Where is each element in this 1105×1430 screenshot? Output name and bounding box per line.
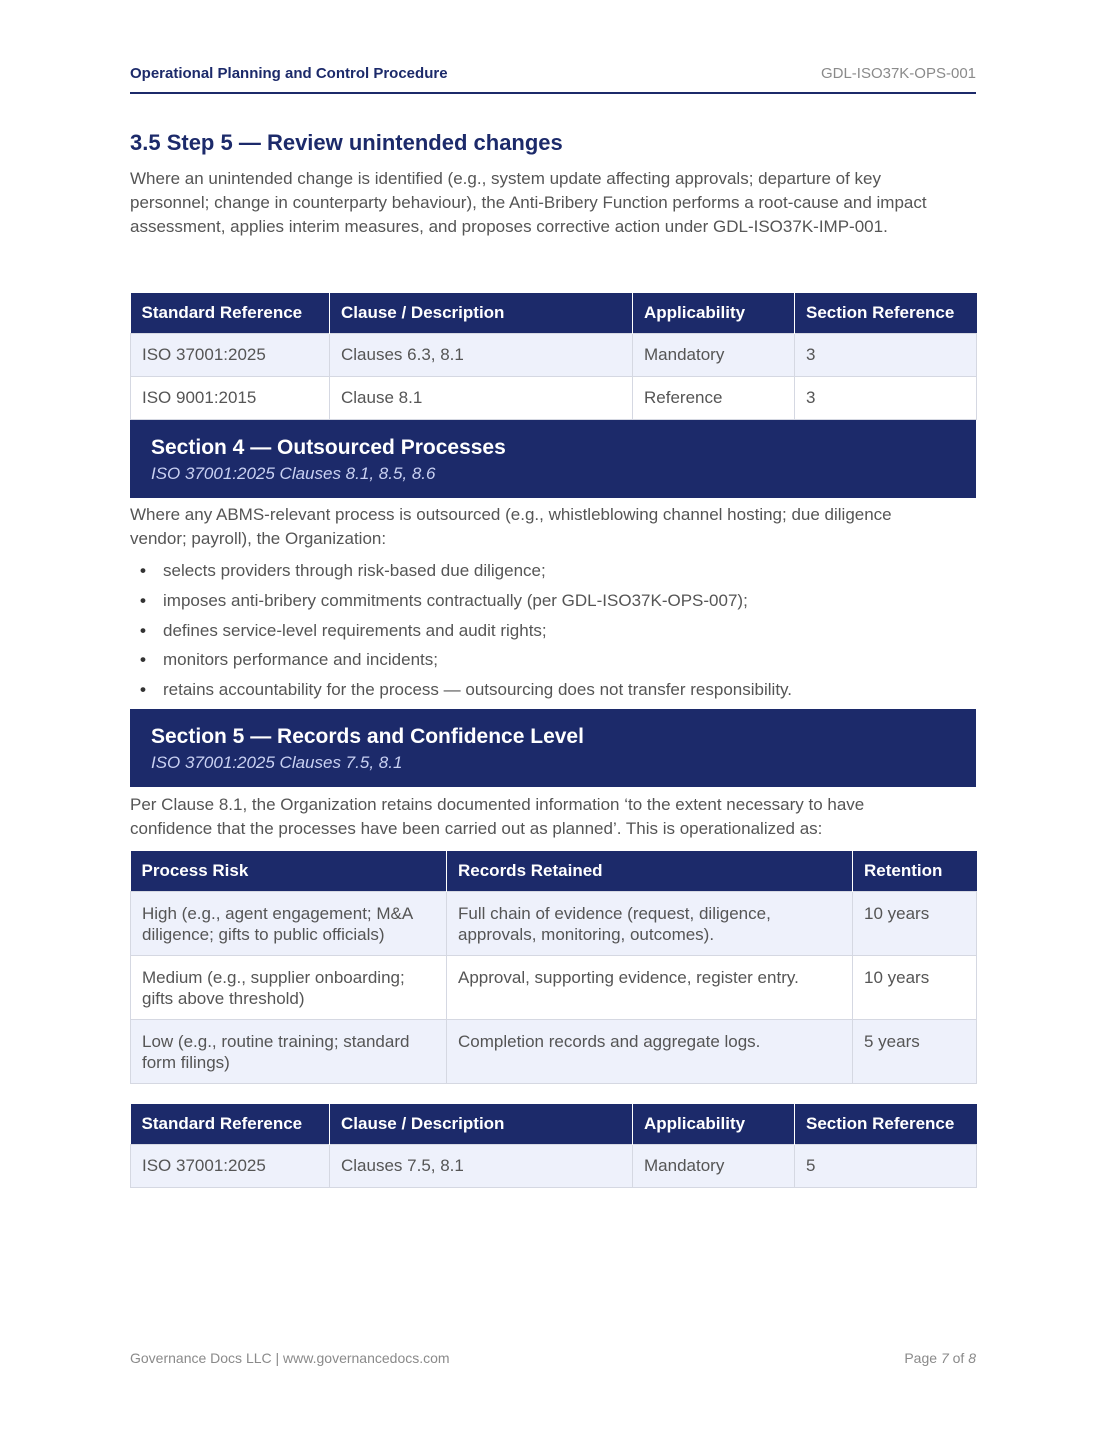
footer-page-number	[904, 1350, 976, 1366]
table-cell: Full chain of evidence (request, diligence, approvals, monitoring, outcomes).	[447, 892, 853, 956]
section5-intro: Per Clause 8.1, the Organization retains documented information ‘to the extent necessary to have confidence that the processes have been carried out as planned’. This is operationalized as:	[130, 795, 865, 838]
section5-banner	[130, 709, 976, 787]
list-item-text: defines service-level requirements and audit rights;	[163, 620, 547, 640]
section4-title: Section 4 — Outsourced Processes	[151, 436, 506, 459]
table-row	[131, 377, 977, 420]
table-cell: ISO 9001:2015	[131, 377, 330, 420]
table-cell: 5	[795, 1145, 977, 1188]
step5-body: Where an unintended change is identified (e.g., system update affecting approvals; departure of key personnel; change in counterparty behaviour), the Anti-Bribery Function performs a root-cause and impact assessment, applies interim measures, and proposes corrective action under GDL-ISO37K-IMP-001.	[130, 169, 927, 236]
table-row	[131, 1020, 977, 1084]
list-item-text: imposes anti-bribery commitments contractually (per GDL-ISO37K-OPS-007);	[163, 590, 748, 610]
table-cell: ISO 37001:2025	[131, 1145, 330, 1188]
table-header-row	[131, 851, 977, 892]
table-cell: 10 years	[853, 892, 977, 956]
list-item	[130, 677, 976, 707]
col-records-retained: Records Retained	[447, 851, 853, 892]
table-row	[131, 1145, 977, 1188]
col-process-risk: Process Risk	[131, 851, 447, 892]
page-of: of	[952, 1350, 965, 1366]
page-current: 7	[940, 1350, 949, 1366]
table-cell: Low (e.g., routine training; standard form filings)	[131, 1020, 447, 1084]
table-cell: ISO 37001:2025	[131, 334, 330, 377]
section5-title: Section 5 — Records and Confidence Level	[151, 725, 584, 748]
list-item	[130, 558, 976, 588]
reference-table-1	[130, 293, 977, 420]
list-item-text: selects providers through risk-based due diligence;	[163, 561, 546, 580]
table-cell: Medium (e.g., supplier onboarding; gifts above threshold)	[131, 956, 447, 1020]
table-row	[131, 892, 977, 956]
section4-intro: Where any ABMS-relevant process is outsourced (e.g., whistleblowing channel hosting; due diligence vendor; payroll), the Organization:	[130, 505, 892, 548]
section4-subtitle: ISO 37001:2025 Clauses 8.1, 8.5, 8.6	[151, 464, 436, 483]
col-section-reference: Section Reference	[795, 1104, 977, 1145]
table-cell: 5 years	[853, 1020, 977, 1084]
table-row	[131, 334, 977, 377]
table-cell: 3	[795, 334, 977, 377]
col-section-reference: Section Reference	[795, 293, 977, 334]
bullet-icon: •	[140, 680, 146, 700]
col-standard-reference: Standard Reference	[131, 1104, 330, 1145]
table-cell: Reference	[633, 377, 795, 420]
bullet-icon: •	[140, 561, 146, 580]
table-cell: High (e.g., agent engagement; M&A diligence; gifts to public officials)	[131, 892, 447, 956]
list-item	[130, 647, 976, 677]
table-cell: Mandatory	[633, 334, 795, 377]
header-doc-id: GDL-ISO37K-OPS-001	[820, 65, 976, 82]
col-retention: Retention	[853, 851, 977, 892]
page-label: Page	[904, 1350, 938, 1366]
bullet-icon: •	[140, 620, 146, 640]
list-item	[130, 588, 976, 618]
col-clause-description: Clause / Description	[330, 1104, 633, 1145]
table-header-row	[131, 1104, 977, 1145]
header-title: Operational Planning and Control Procedure	[130, 65, 448, 82]
table-cell: Completion records and aggregate logs.	[447, 1020, 853, 1084]
table-cell: Mandatory	[633, 1145, 795, 1188]
table-row	[131, 956, 977, 1020]
table-cell: Clauses 7.5, 8.1	[330, 1145, 633, 1188]
table-cell: Clauses 6.3, 8.1	[330, 334, 633, 377]
page-total: 8	[968, 1350, 976, 1366]
bullet-icon: •	[140, 590, 146, 610]
col-applicability: Applicability	[633, 293, 795, 334]
table-header-row	[131, 293, 977, 334]
footer-company: Governance Docs LLC | www.governancedocs.com	[130, 1350, 450, 1366]
list-item-text: retains accountability for the process — outsourcing does not transfer responsibility.	[163, 680, 792, 700]
section4-banner	[130, 420, 976, 498]
records-retention-table	[130, 851, 977, 1084]
page-header	[130, 64, 976, 94]
reference-table-2	[130, 1104, 977, 1188]
col-applicability: Applicability	[633, 1104, 795, 1145]
list-item-text: monitors performance and incidents;	[163, 650, 438, 670]
table-cell: Approval, supporting evidence, register entry.	[447, 956, 853, 1020]
step5-heading: 3.5 Step 5 — Review unintended changes	[130, 130, 563, 155]
list-item	[130, 618, 976, 648]
table-cell: 3	[795, 377, 977, 420]
table-cell: Clause 8.1	[330, 377, 633, 420]
section5-subtitle: ISO 37001:2025 Clauses 7.5, 8.1	[151, 753, 403, 772]
col-standard-reference: Standard Reference	[131, 293, 330, 334]
bullet-icon: •	[140, 650, 146, 670]
col-clause-description: Clause / Description	[330, 293, 633, 334]
outsourcing-bullet-list	[130, 558, 976, 707]
table-cell: 10 years	[853, 956, 977, 1020]
